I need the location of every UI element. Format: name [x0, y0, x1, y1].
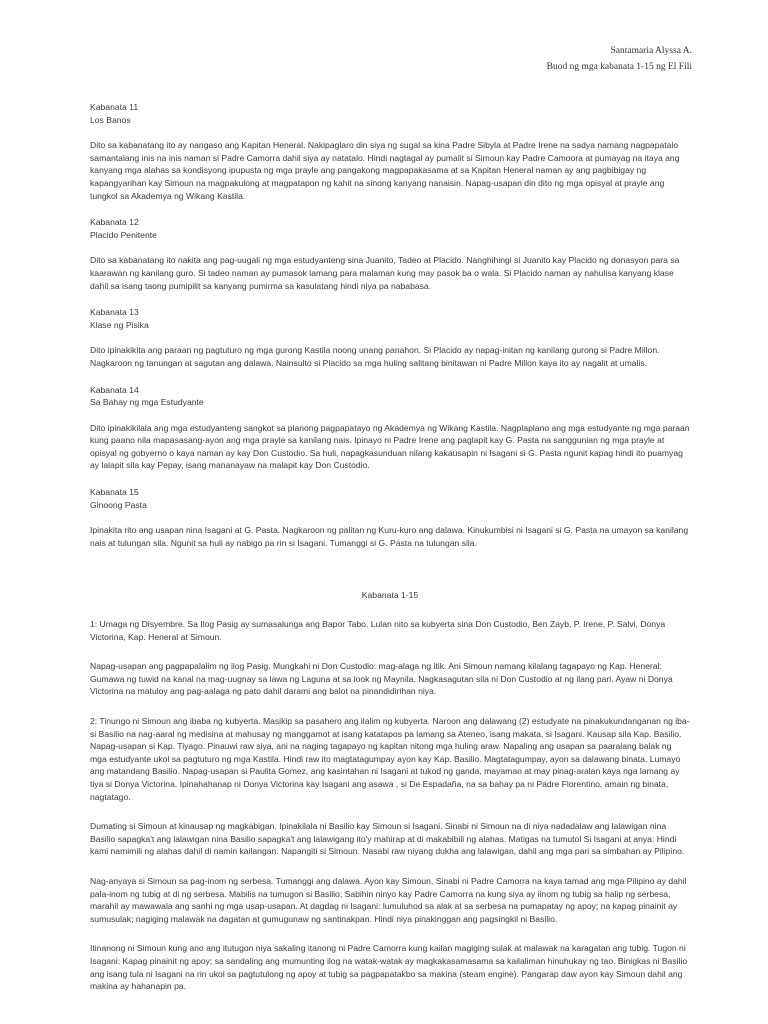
summary-paragraph: Dumating si Simoun at kinausap ng magkabigan. Ipinakilala ni Basilio kay Simoun si Isagani. Sinabi ni Simoun na di niya nadadalaw ang lalawigan nina Basilio sapagka't ang lalawigan nina Basilio sapagka't ang lalawigang ito'y mahirap at di makabibili ng alahas. Matigas na tumutol Si Isagani at anya: Hindi kami namimili ng alahas dahil di namin kailangan. Napangiti si Simoun. Nasabi raw niyang dukha ang lalawigan, dahil ang mga pari sa simbahan ay Pilipino. — [90, 821, 685, 857]
chapter-number: Kabanata 13 — [90, 307, 139, 318]
document-subtitle: Buod ng mga kabanata 1-15 ng El Fili — [546, 62, 692, 72]
chapter-summary: Dito ipinakikilala ang mga estudyanteng sangkot sa planong pagpapatayo ng Akademya ng Wikang Kastila. Nagplaplano ang mga estudyante ng mga paraan kung paano nila mapasasang-ayon ang mga prayle sa kanilang nais. Ipinayo ni Padre Irene ang paglapit kay G. Pasta na sanggunian ng mga prayle at opisyal ng gobyerno o kaya naman ay kay Don Custodio. Sa huli, napagkasunduan nilang kakausapin ni Isagani si G. Pasta ngunit kapag hindi ito puamyag ay lalapit sila kay Pepay, isang mananayaw na malapit kay Don Custodio. — [90, 422, 690, 471]
chapter-number: Kabanata 12 — [90, 217, 139, 228]
chapter-title: Sa Bahay ng mga Estudyante — [90, 397, 204, 408]
document-body — [90, 101, 690, 1010]
chapter-number: Kabanata 14 — [90, 384, 139, 395]
summary-paragraph: 2: Tinungo ni Simoun ang ibaba ng kubyerta. Masikip sa pasahero ang ilalim ng kubyerta. Naroon ang dalawang (2) estudyate na pinakukundanganan ng iba-si Basilio na nag-aaral ng medisina at mahusay ng manggamot at isang katatapos pa lamang sa Ateneo, isang makata, si Isagani. Kausap sila Kap. Basilio. Napag-usapan si Kap. Tiyago. Pinauwi raw siya, ani na naging tagapayo ng kapitan nitong mga huling araw. Napaling ang usapan sa paaralang balak ng mga estudyante ukol sa pagtuturo ng mga Kastila. Hindi raw ito magtatagumpay ayon kay Kap. Basilio. Magtatagumpay, ayon sa dalawang binata. Lumayo ang matandang Basilio. Napag-usapan si Paulita Gomez, ang kasintahan ni Isagani at tukod ng ganda, mayaman at may pinag-aralan kaya nga lamang ay tiya si Donya Victorina. Ipinahahanap ni Donya Victorina kay Isagani ang asawa , si De Espadaña, na sa bahay pa ni Padre Florentino, amain ng binata, nagtatago. — [90, 716, 690, 802]
summary-paragraph: 1: Umaga ng Disyembre. Sa Ilog Pasig ay sumasalunga ang Bapor Tabo. Lulan nito sa kubyerta sina Don Custodio, Ben Zayb, P. Irene, P. Salvi, Donya Victorina, Kap. Heneral at Simoun. — [90, 619, 666, 642]
chapter-summary: Dito ipinakikita ang paraan ng pagtuturo ng mga gurong Kastila noong unang panahon. Si Placido ay napag-initan ng kanilang gurong si Padre Millon. Nagkaroon ng tanungan at sagutan ang dalawa. Nainsulto si Placido sa mga huling salitang binitawan ni Padre Millon kaya ito ay nagalit at umalis. — [90, 345, 660, 368]
summary-paragraph: Itinanong ni Simoun kung ano ang itutugon niya sakaling itanong ni Padre Camorra kung kailan magiging sulak at malawak na karagatan ang tubig. Tugon ni Isagani: Kapag pinainit ng apoy; sa sandaling ang mumunting ilog na watak-watak ay magkakasamasama sa kailaliman hinuhukay ng tao. Binigkas ni Basilio ang isang tula ni Isagani na rin ukol sa pagtutulong ng apoy at tubig sa pagpapatakbo sa makina (steam engine). Pangarap daw ayon kay Simoun dahil ang makina ay hahanapin pa. — [90, 943, 688, 992]
chapter-title: Los Banos — [90, 114, 131, 125]
chapter-summary: Dito sa kabanatang ito nakita ang pag-uugali ng mga estudyanteng sina Juanito, Tadeo at Placido. Nanghihingi si Juanito kay Placido ng donasyon para sa kaarawan ng kanilang guro. Si tadeo naman ay pumasok lamang para malaman kung may pasok ba o wala. Si Placido naman ay nahulisa kanyang klase dahil sa isang taong pumipilit sa kanyang pumirma sa kasulatang hindi niya pa nababasa. — [90, 255, 680, 291]
summary-paragraph: Nag-anyaya si Simoun sa pag-inom ng serbesa. Tumanggi ang dalawa. Ayon kay Simoun, Sinabi ni Padre Camorra na kaya tamad ang mga Pilipino ay dahil pala-inom ng tubig at di ng serbesa. Mabilis na tumugon si Basilio; Sabihin ninyo kay Padre Camorra na kung siya ay iinom ng tubig sa halip ng serbesa, marahil ay mawawala ang sanhi ng mga usap-usapan. At dagdag ni Isagani: lumuluhod sa alak at sa serbesa na pumapatay ng apoy; na kapag pinainit ay sumusulak; nagiging malawak na dagatan at gumugunaw ng santinakpan. Hindi niya pinakinggan ang pagsingkil ni Basilio. — [90, 875, 687, 924]
summary-paragraph: Napag-usapan ang pagpapalalim ng ilog Pasig. Mungkahi ni Don Custodio: mag-alaga ng itik. Ani Simoun namang kilalang tagapayo ng Kap. Heneral: Gumawa ng tuwid na kanal na mag-uugnay sa lawa ng Laguna at sa look ng Maynila. Nagkasagutan sila ni Don Custodio at ng ilang pari. Ayaw ni Donya Victorina na matuloy ang pag-aalaga ng pato dahil darami ang balot na pinandidirihan niya. — [90, 661, 673, 697]
author-name: Santamaria Alyssa A. — [610, 46, 692, 56]
summary-heading: Kabanata 1-15 — [361, 590, 419, 601]
chapter-title: Placido Penitente — [90, 229, 157, 240]
document-header — [547, 43, 692, 75]
chapter-summary: Dito sa kabanatang ito ay nangaso ang Kapitan Heneral. Nakipaglaro din siya ng sugal sa kina Padre Sibyla at Padre Irene na sadya namang nagpapatalo samantalang inis na inis naman si Padre Camorra dahil siya ay natatalo. Hindi nagtagal ay pumalit si Simoun kay Padre Camoora at pumayag na itaya ang kanyang mga alahas sa kondisyong ipupusta ng mga prayle ang pangakong magpapakasama at sa Kapitan Heneral naman ay ang pagbibigay ng kapangyarihan kay Simoun na magpakulong at magpatapon ng kahit na sinong kanyang nanaisin. Napag-usapan din dito ng mga opisyal at prayle ang tungkol sa Akademya ng Wikang Kastila. — [90, 140, 680, 201]
chapter-section — [90, 216, 690, 292]
chapter-title: Ginoong Pasta — [90, 499, 147, 510]
chapter-section — [90, 101, 690, 202]
chapter-title: Klase ng Pisika — [90, 319, 149, 330]
chapter-summary: Ipinakita rito ang usapan nina Isagani at G. Pasta. Nagkaroon ng palitan ng Kuru-kuro ang dalawa. Kinukumbisi ni Isagani si G. Pasta na umayon sa kanilang nais at tulungan sila. Ngunit sa huli ay nabigo pa rin si Isagani. Tumanggi si G. Pasta na tulungan sila. — [90, 525, 689, 548]
chapter-number: Kabanata 15 — [90, 487, 139, 498]
chapter-section — [90, 306, 690, 369]
chapter-section — [90, 486, 690, 549]
chapter-section — [90, 384, 690, 473]
summary-section — [90, 618, 690, 993]
chapter-number: Kabanata 11 — [90, 102, 139, 112]
